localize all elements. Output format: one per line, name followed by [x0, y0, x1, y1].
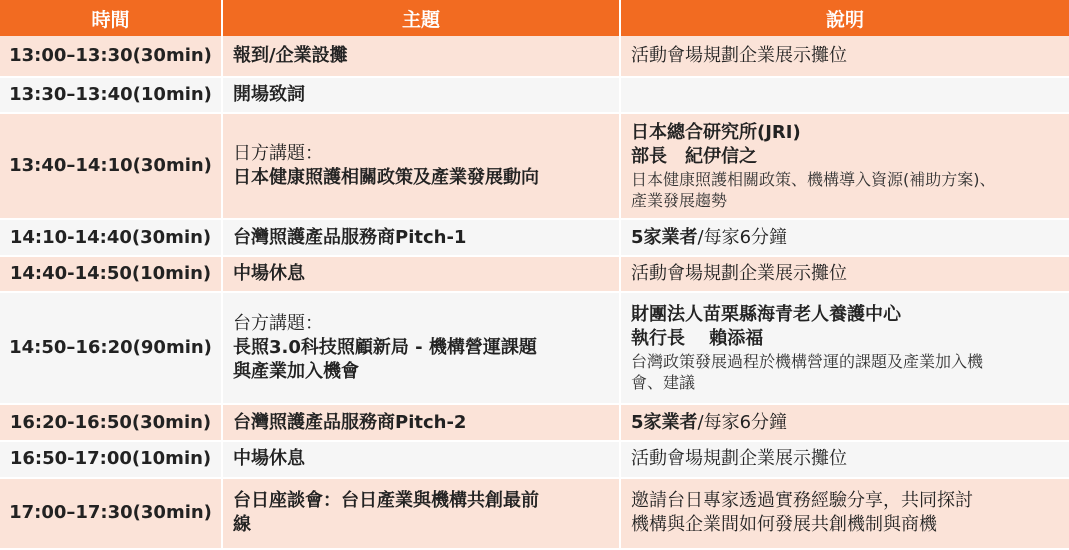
table-row — [0, 113, 1069, 219]
table-row — [0, 404, 1069, 441]
topic-cell: 中場休息 — [222, 256, 620, 293]
pitch-duration: /每家6分鐘 — [697, 411, 788, 433]
description-column-header: 說明 — [620, 0, 1069, 36]
topic-cell: 台灣照護產品服務商Pitch-1 — [222, 219, 620, 256]
topic-line: 日本健康照護相關政策及產業發展動向 — [233, 167, 539, 189]
pitch-duration: /每家6分鐘 — [697, 226, 788, 248]
speaker-name: 部長 紀伊信之 — [631, 146, 757, 168]
topic-line: 台日座談會：台日產業與機構共創最前 — [233, 490, 539, 512]
table-row — [0, 256, 1069, 293]
table-row — [0, 77, 1069, 114]
description-cell — [620, 292, 1069, 404]
topic-cell: 開場致詞 — [222, 77, 620, 114]
time-cell: 14:10-14:40(30min) — [0, 219, 222, 256]
description-line: 會、建議 — [631, 373, 696, 393]
table-row — [0, 478, 1069, 549]
speaker-name: 執行長 賴添福 — [631, 328, 764, 350]
topic-cell: 台灣照護產品服務商Pitch-2 — [222, 404, 620, 441]
table-row — [0, 441, 1069, 478]
topic-line: 線 — [233, 514, 251, 536]
topic-cell: 報到/企業設攤 — [222, 36, 620, 77]
description-cell — [620, 77, 1069, 114]
description-cell — [620, 113, 1069, 219]
description-cell — [620, 404, 1069, 441]
description-line: 產業發展趨勢 — [631, 191, 728, 211]
topic-line: 日方講題： — [233, 143, 323, 165]
table-row — [0, 219, 1069, 256]
topic-line: 台方講題： — [233, 313, 323, 335]
topic-line: 長照3.0科技照顧新局 - 機構營運課題 — [233, 337, 537, 359]
topic-cell: 中場休息 — [222, 441, 620, 478]
time-cell: 14:50–16:20(90min) — [0, 292, 222, 404]
speaker-org: 財團法人苗栗縣海青老人養護中心 — [631, 304, 901, 326]
vendor-count: 5家業者 — [631, 411, 698, 433]
time-cell: 14:40-14:50(10min) — [0, 256, 222, 293]
description-cell: 活動會場規劃企業展示攤位 — [620, 441, 1069, 478]
time-cell: 17:00–17:30(30min) — [0, 478, 222, 549]
description-cell — [620, 478, 1069, 549]
vendor-count: 5家業者 — [631, 226, 698, 248]
description-line: 日本健康照護相關政策、機構導入資源(補助方案)、 — [631, 170, 996, 190]
time-cell: 13:40–14:10(30min) — [0, 113, 222, 219]
topic-line: 與產業加入機會 — [233, 361, 359, 383]
description-cell — [620, 219, 1069, 256]
time-column-header: 時間 — [0, 0, 222, 36]
time-cell: 16:20-16:50(30min) — [0, 404, 222, 441]
time-cell: 16:50-17:00(10min) — [0, 441, 222, 478]
description-line: 邀請台日專家透過實務經驗分享，共同探討 — [631, 490, 973, 512]
speaker-org: 日本總合研究所(JRI) — [631, 122, 801, 144]
topic-cell — [222, 292, 620, 404]
table-row — [0, 292, 1069, 404]
description-line: 台灣政策發展過程於機構營運的課題及產業加入機 — [631, 352, 984, 372]
table-row — [0, 36, 1069, 77]
topic-column-header: 主題 — [222, 0, 620, 36]
description-cell: 活動會場規劃企業展示攤位 — [620, 256, 1069, 293]
table-header-row — [0, 0, 1069, 36]
topic-cell — [222, 113, 620, 219]
description-cell: 活動會場規劃企業展示攤位 — [620, 36, 1069, 77]
time-cell: 13:00–13:30(30min) — [0, 36, 222, 77]
description-line: 機構與企業間如何發展共創機制與商機 — [631, 514, 937, 536]
time-cell: 13:30–13:40(10min) — [0, 77, 222, 114]
topic-cell — [222, 478, 620, 549]
